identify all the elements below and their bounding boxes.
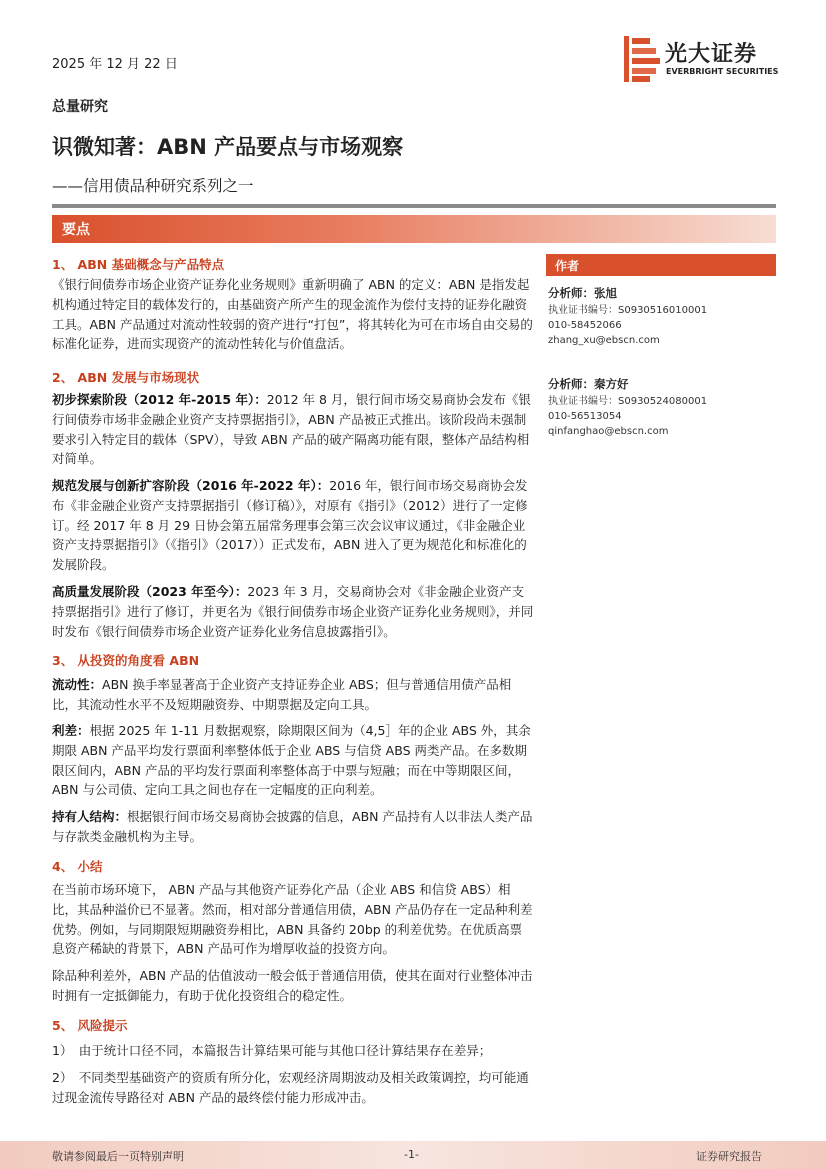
paragraph-text: 《银行间债券市场企业资产证券化业务规则》重新明确了 ABN 的定义：ABN 是指发起机构通过特定目的载体发行的，由基础资产所产生的现金流作为偿付支持的证券化融资工具。ABN 产品通过对流动性较弱的资产进行“打包”，将其转化为可在市场自由交易的标准化证券，进而实现资产的流动性转化与价值盘活。 (52, 277, 533, 352)
analyst-phone: 010-56513054 (548, 411, 622, 422)
paragraph-lead: 持有人结构： (52, 809, 128, 824)
paragraph (52, 880, 534, 959)
section-heading: 4、 小结 (52, 859, 103, 874)
paragraph (52, 1041, 534, 1061)
footer-disclaimer: 敬请参阅最后一页特别声明 (52, 1150, 184, 1163)
paragraph (52, 1068, 534, 1108)
paragraph-text: ABN 换手率显著高于企业资产支持证券企业 ABS；但与普通信用债产品相比，其流动性水平不及短期融资券、中期票据及定向工具。 (52, 677, 512, 712)
paragraph (52, 275, 534, 354)
key-points-banner (52, 215, 776, 243)
authors-header-label: 作者 (555, 259, 580, 273)
report-date: 2025 年 12 月 22 日 (52, 57, 178, 72)
analyst-email[interactable]: zhang_xu@ebscn.com (548, 335, 660, 346)
analyst-license: 执业证书编号：S0930516010001 (548, 305, 708, 316)
logo-english: EVERBRIGHT SECURITIES (666, 67, 779, 76)
paragraph-text: 在当前市场环境下， ABN 产品与其他资产证券化产品（企业 ABS 和信贷 ABS）相比，其品种溢价已不显著。然而，相对部分普通信用债，ABN 产品仍存在一定品种利差优势。例如，与同期限短期融资券相比，ABN 具备约 20bp 的利差优势。在优质高票息资产稀缺的背景下，ABN 产品可作为增厚收益的投资方向。 (52, 882, 533, 957)
analyst-license: 执业证书编号：S0930524080001 (548, 396, 708, 407)
paragraph (52, 476, 534, 575)
analyst-name: 分析师：张旭 (548, 286, 617, 300)
section-heading: 3、 从投资的角度看 ABN (52, 653, 200, 668)
paragraph-lead: 利差： (52, 723, 90, 738)
paragraph-lead: 流动性： (52, 677, 103, 692)
analyst-name: 分析师：秦方好 (548, 377, 629, 391)
title-divider (52, 204, 776, 208)
logo-text: 光大证券 (665, 42, 758, 67)
section-heading: 1、 ABN 基础概念与产品特点 (52, 257, 225, 272)
paragraph-text: 2023 年 3 月，交易商协会对《非金融企业资产支持票据指引》进行了修订，并更名为《银行间债券市场企业资产证券化业务规则》，并同时发布《银行间债券市场企业资产证券化业务信息披露指引》。 (52, 584, 534, 639)
paragraph (52, 582, 534, 641)
section-heading: 5、 风险提示 (52, 1018, 128, 1033)
everbright-logo-icon (624, 36, 660, 82)
paragraph-lead: 初步探索阶段（2012 年-2015 年）： (52, 392, 267, 407)
paragraph-lead: 高质量发展阶段（2023 年至今）： (52, 584, 248, 599)
footer-report-type: 证券研究报告 (696, 1150, 762, 1163)
analyst-email[interactable]: qinfanghao@ebscn.com (548, 426, 669, 437)
paragraph (52, 721, 534, 800)
section-heading: 2、 ABN 发展与市场现状 (52, 370, 200, 385)
paragraph-text: 根据银行间市场交易商协会披露的信息，ABN 产品持有人以非法人类产品与存款类金融机构为主导。 (52, 809, 533, 844)
paragraph-text: 除品种利差外，ABN 产品的估值波动一般会低于普通信用债，使其在面对行业整体冲击时拥有一定抵御能力，有助于优化投资组合的稳定性。 (52, 968, 533, 1003)
paragraph-text: 2012 年 8 月，银行间市场交易商协会发布《银行间债券市场非金融企业资产支持票据指引》，ABN 产品被正式推出。该阶段尚未强制要求引入特定目的载体（SPV），导致 ABN 产品的破产隔离功能有限，整体产品结构相对简单。 (52, 392, 531, 467)
paragraph (52, 390, 534, 469)
page-number: -1- (404, 1148, 419, 1161)
page-title: 识微知著：ABN 产品要点与市场观察 (52, 135, 404, 159)
paragraph-lead: 规范发展与创新扩容阶段（2016 年-2022 年）： (52, 478, 330, 493)
paragraph-text: 根据 2025 年 1-11 月数据观察，除期限区间为（4,5］年的企业 ABS 外，其余期限 ABN 产品平均发行票面利率整体低于企业 ABS 与信贷 ABS 两类产品。在多数期限区间内，ABN 产品的平均发行票面利率整体高于中票与短融；而在中等期限区间，ABN 与公司债、定向工具之间也存在一定幅度的正向利差。 (52, 723, 531, 798)
analyst-phone: 010-58452066 (548, 320, 622, 331)
paragraph (52, 807, 534, 847)
authors-header (546, 254, 776, 276)
paragraph (52, 675, 534, 715)
key-points-label: 要点 (62, 222, 90, 238)
page-subtitle: ——信用债品种研究系列之一 (52, 177, 254, 195)
paragraph-text: 1） 由于统计口径不同，本篇报告计算结果可能与其他口径计算结果存在差异； (52, 1043, 492, 1058)
report-category: 总量研究 (52, 99, 108, 115)
paragraph-text: 2） 不同类型基础资产的资质有所分化，宏观经济周期波动及相关政策调控，均可能通过现金流传导路径对 ABN 产品的最终偿付能力形成冲击。 (52, 1070, 529, 1105)
paragraph (52, 966, 534, 1006)
paragraph-text: 2016 年，银行间市场交易商协会发布《非金融企业资产支持票据指引（修订稿）》，对原有《指引》（2012）进行了一定修订。经 2017 年 8 月 29 日协会第五届常务理事会第三次会议审议通过，《非金融企业资产支持票据指引》（《指引》（2017））正式发布，ABN 进入了更为规范化和标准化的发展阶段。 (52, 478, 528, 573)
